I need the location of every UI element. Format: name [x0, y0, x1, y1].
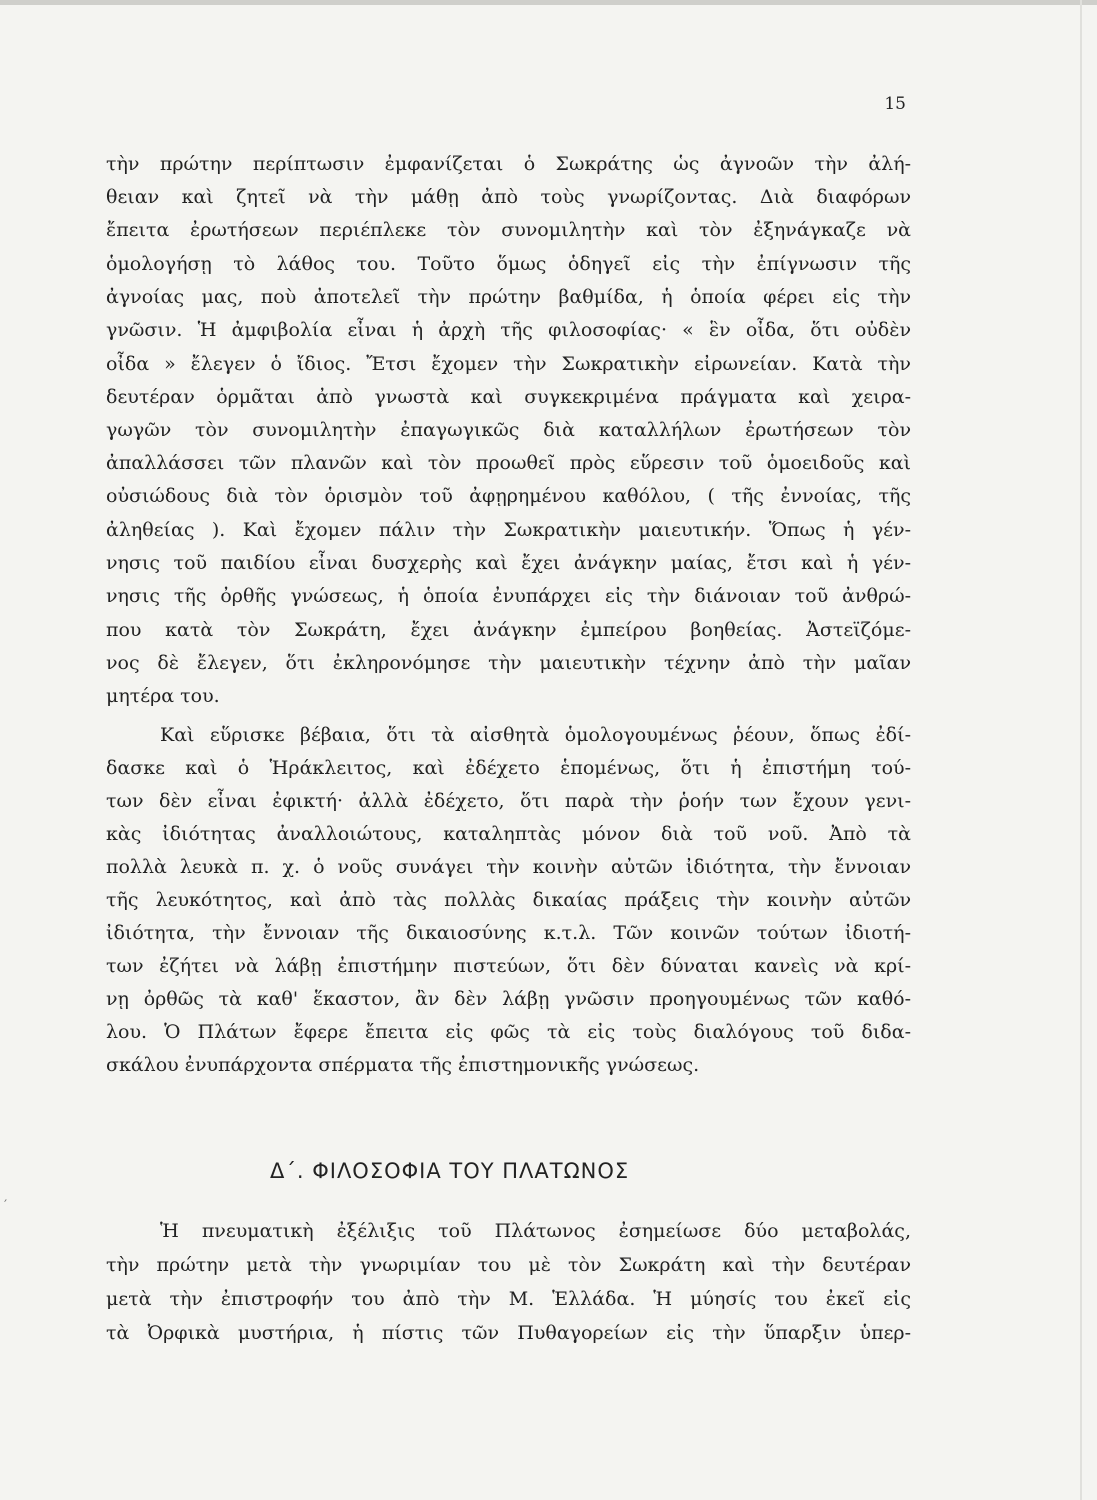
top-edge-rule	[0, 0, 1097, 5]
paragraph1-line: ἀπαλλάσσει τῶν πλανῶν καὶ τὸν προωθεῖ πρὸς εὕρεσιν τοῦ ὁμοειδοῦς καὶ	[106, 452, 911, 474]
paragraph1-line: γωγῶν τὸν συνομιλητὴν ἐπαγωγικῶς διὰ καταλλήλων ἐρωτήσεων τὸν	[106, 419, 911, 441]
paragraph2-line: τῆς λευκότητος, καὶ ἀπὸ τὰς πολλὰς δικαίας πράξεις τὴν κοινὴν αὐτῶν	[106, 889, 911, 911]
paragraph2-line: δασκε καὶ ὁ Ἡράκλειτος, καὶ ἐδέχετο ἑπομένως, ὅτι ἡ ἐπιστήμη τού-	[106, 757, 911, 779]
paragraph2-line: Καὶ εὕρισκε βέβαια, ὅτι τὰ αἰσθητὰ ὁμολογουμένως ῥέουν, ὅπως ἐδί-	[160, 724, 911, 746]
paragraph2-line: σκάλου ἐνυπάρχοντα σπέρματα τῆς ἐπιστημονικῆς γνώσεως.	[106, 1054, 700, 1076]
paragraph2-line: των ἐζήτει νὰ λάβῃ ἐπιστήμην πιστεύων, ὅτι δὲν δύναται κανεὶς νὰ κρί-	[106, 955, 911, 977]
paragraph2-line: κὰς ἰδιότητας ἀναλλοιώτους, καταληπτὰς μόνον διὰ τοῦ νοῦ. Ἀπὸ τὰ	[106, 823, 911, 845]
paragraph1-line: μητέρα του.	[106, 685, 220, 707]
paragraph1-line: που κατὰ τὸν Σωκράτη, ἔχει ἀνάγκην ἐμπείρου βοηθείας. Ἀστεϊζόμε-	[106, 619, 911, 641]
paragraph1-line: ἀγνοίας μας, ποὺ ἀποτελεῖ τὴν πρώτην βαθμίδα, ἡ ὁποία φέρει εἰς τὴν	[106, 286, 911, 308]
paragraph1-line: νος δὲ ἔλεγεν, ὅτι ἐκληρονόμησε τὴν μαιευτικὴν τέχνην ἀπὸ τὴν μαῖαν	[106, 652, 911, 674]
paragraph1-line: οὐσιώδους διὰ τὸν ὁρισμὸν τοῦ ἀφῃρημένου καθόλου, ( τῆς ἐννοίας, τῆς	[106, 485, 911, 507]
paragraph1-line: ὁμολογήσῃ τὸ λάθος του. Τοῦτο ὅμως ὁδηγεῖ εἰς τὴν ἐπίγνωσιν τῆς	[106, 253, 911, 275]
paragraph1-line: ἔπειτα ἐρωτήσεων περιέπλεκε τὸν συνομιλητὴν καὶ τὸν ἐξηνάγκαζε νὰ	[106, 219, 911, 241]
paragraph2-line: ἰδιότητα, τὴν ἔννοιαν τῆς δικαιοσύνης κ.τ.λ. Τῶν κοινῶν τούτων ἰδιοτή-	[106, 922, 911, 944]
right-edge-rule	[1080, 0, 1082, 1500]
paragraph2-line: λου. Ὁ Πλάτων ἔφερε ἔπειτα εἰς φῶς τὰ εἰς τοὺς διαλόγους τοῦ διδα-	[106, 1021, 911, 1043]
paragraph1-line: οἶδα » ἔλεγεν ὁ ἴδιος. Ἔτσι ἔχομεν τὴν Σωκρατικὴν εἰρωνείαν. Κατὰ τὴν	[106, 353, 911, 375]
page-number: 15	[884, 94, 906, 114]
section-heading: Δ΄. ΦΙΛΟΣΟΦΙΑ ΤΟΥ ΠΛΑΤΩΝΟΣ	[270, 1159, 630, 1183]
paragraph3-line: τὰ Ὀρφικὰ μυστήρια, ἡ πίστις τῶν Πυθαγορείων εἰς τὴν ὕπαρξιν ὑπερ-	[106, 1322, 911, 1344]
paragraph3-line: Ἡ πνευματικὴ ἐξέλιξις τοῦ Πλάτωνος ἐσημείωσε δύο μεταβολάς,	[160, 1220, 911, 1242]
paragraph1-line: νησις τοῦ παιδίου εἶναι δυσχερὴς καὶ ἔχει ἀνάγκην μαίας, ἔτσι καὶ ἡ γέν-	[106, 552, 911, 574]
paragraph1-line: ἀληθείας ). Καὶ ἔχομεν πάλιν τὴν Σωκρατικὴν μαιευτικήν. Ὅπως ἡ γέν-	[106, 519, 911, 541]
paragraph3-line: τὴν πρώτην μετὰ τὴν γνωριμίαν του μὲ τὸν Σωκράτη καὶ τὴν δευτέραν	[106, 1254, 911, 1276]
paragraph1-line: τὴν πρώτην περίπτωσιν ἐμφανίζεται ὁ Σωκράτης ὡς ἀγνοῶν τὴν ἀλή-	[106, 153, 911, 175]
paragraph1-line: δευτέραν ὁρμᾶται ἀπὸ γνωστὰ καὶ συγκεκριμένα πράγματα καὶ χειρα-	[106, 386, 911, 408]
paragraph1-line: νησις τῆς ὀρθῆς γνώσεως, ἡ ὁποία ἐνυπάρχει εἰς τὴν διάνοιαν τοῦ ἀνθρώ-	[106, 585, 911, 607]
paragraph2-line: των δὲν εἶναι ἐφικτή· ἀλλὰ ἐδέχετο, ὅτι παρὰ τὴν ῥοήν των ἔχουν γενι-	[106, 790, 911, 812]
paragraph3-line: μετὰ τὴν ἐπιστροφήν του ἀπὸ τὴν Μ. Ἑλλάδα. Ἡ μύησίς του ἐκεῖ εἰς	[106, 1288, 911, 1310]
paragraph2-line: νῃ ὀρθῶς τὰ καθ' ἕκαστον, ἂν δὲν λάβῃ γνῶσιν προηγουμένως τῶν καθό-	[106, 988, 911, 1010]
margin-mark: ′	[4, 1198, 8, 1214]
paragraph1-line: θειαν καὶ ζητεῖ νὰ τὴν μάθῃ ἀπὸ τοὺς γνωρίζοντας. Διὰ διαφόρων	[106, 186, 911, 208]
paragraph2-line: πολλὰ λευκὰ π. χ. ὁ νοῦς συνάγει τὴν κοινὴν αὐτῶν ἰδιότητα, τὴν ἔννοιαν	[106, 856, 911, 878]
paragraph1-line: γνῶσιν. Ἡ ἀμφιβολία εἶναι ἡ ἀρχὴ τῆς φιλοσοφίας· « ἓν οἶδα, ὅτι οὐδὲν	[106, 319, 911, 341]
